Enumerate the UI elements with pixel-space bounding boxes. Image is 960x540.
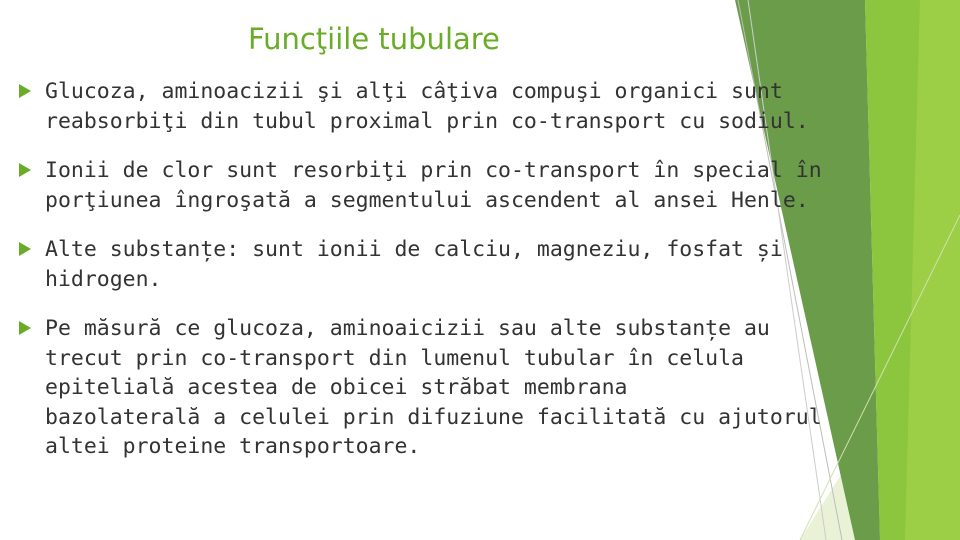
bullet-line: Pe măsură ce glucoza, aminoaicizii sau alte substanțe au: [45, 316, 770, 341]
triangle-right-icon: [18, 321, 32, 335]
bullet-item: [18, 156, 838, 215]
bullet-line: altei proteine transportoare.: [45, 434, 421, 459]
bullet-line: trecut prin co-transport din lumenul tubular în celula: [45, 345, 744, 371]
bullet-item: [18, 77, 838, 136]
slide-title: Funcţiile tubulare: [248, 22, 500, 56]
triangle-right-icon: [18, 163, 32, 177]
bullet-line: porţiunea îngroşată a segmentului ascendent al ansei Henle.: [45, 187, 809, 213]
bullet-list: [18, 77, 838, 482]
bullet-line: bazolaterală a celulei prin difuziune facilitată cu ajutorul: [45, 404, 822, 430]
bullet-text: [45, 314, 838, 462]
bullet-line: epitelială acestea de obicei străbat membrana: [45, 375, 628, 400]
bullet-line: Glucoza, aminoacizii şi alţi câţiva compuşi organici sunt: [45, 79, 783, 104]
bullet-line: Alte substanțe: sunt ionii de calciu, magneziu, fosfat și: [45, 237, 783, 262]
bullet-text: [45, 77, 838, 136]
bullet-text: [45, 156, 838, 215]
triangle-right-icon: [18, 84, 32, 98]
bullet-item: [18, 235, 838, 294]
bullet-item: [18, 314, 838, 462]
bullet-line: hidrogen.: [45, 266, 162, 292]
bullet-line: reabsorbiţi din tubul proximal prin co-transport cu sodiul.: [45, 108, 809, 134]
bullet-text: [45, 235, 838, 294]
triangle-right-icon: [18, 242, 32, 256]
bullet-line: Ionii de clor sunt resorbiţi prin co-transport în special în: [45, 158, 822, 183]
